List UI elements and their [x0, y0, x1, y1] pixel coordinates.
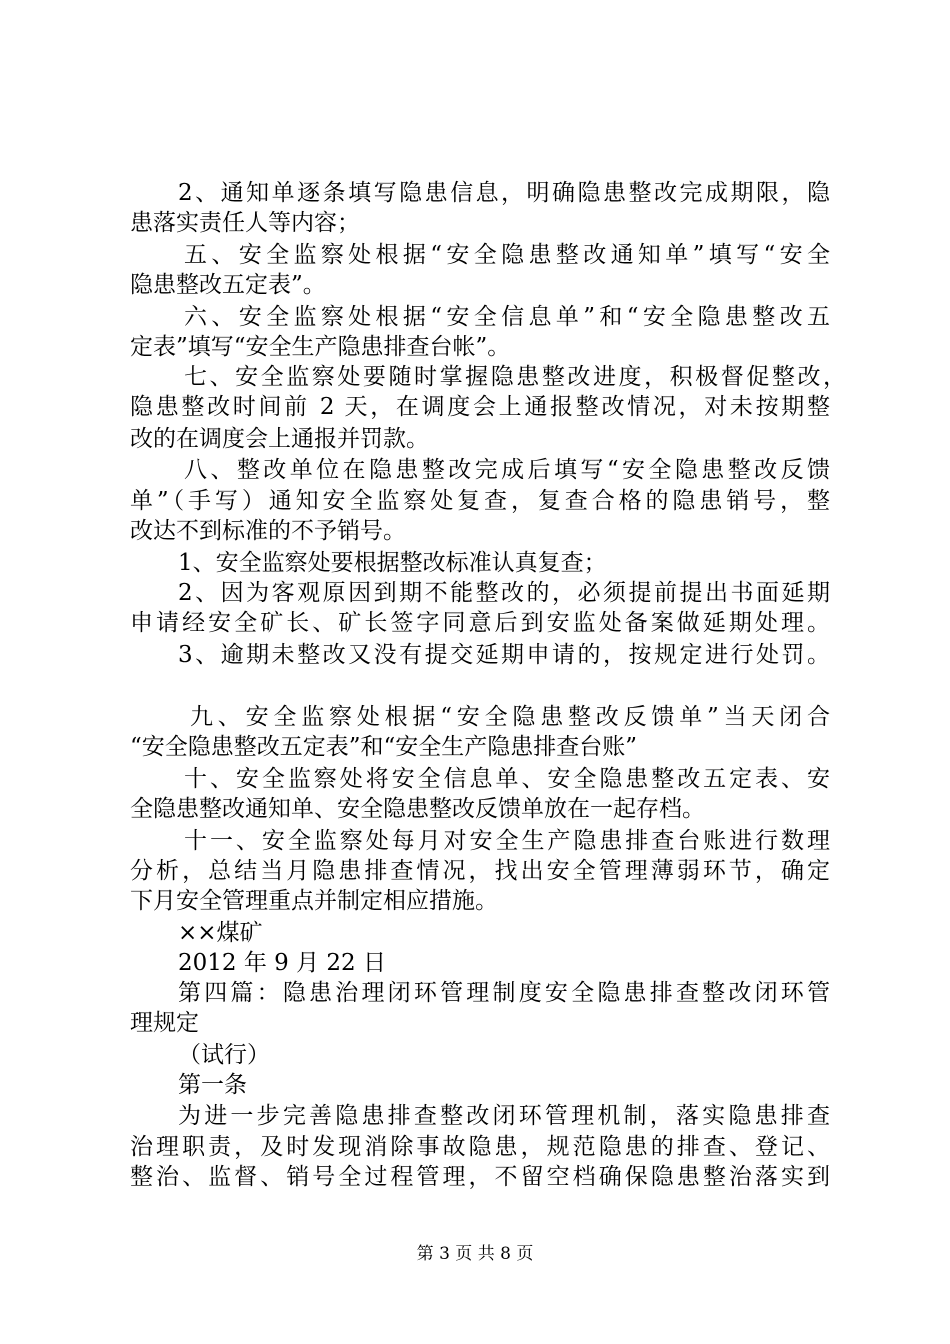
text-line: 2、因为客观原因到期不能整改的，必须提前提出书面延期 — [178, 580, 830, 606]
text-line: 十、安全监察处将安全信息单、安全隐患整改五定表、安 — [184, 766, 830, 792]
text-line: 改达不到标准的不予销号。 — [130, 518, 406, 544]
text-line: 第一条 — [178, 1072, 247, 1098]
text-line: 2012 年 9 月 22 日 — [178, 950, 386, 976]
text-line: 整治、监督、销号全过程管理，不留空档确保隐患整治落实到 — [130, 1164, 830, 1190]
text-line: 治理职责，及时发现消除事故隐患，规范隐患的排查、登记、 — [130, 1134, 830, 1160]
text-line: 单”（手写）通知安全监察处复查，复查合格的隐患销号，整 — [130, 488, 830, 514]
text-line: 1、安全监察处要根据整改标准认真复查； — [178, 550, 607, 576]
text-line: 五、安全监察处根据“安全隐患整改通知单”填写“安全 — [184, 242, 830, 268]
text-line: 隐患整改时间前 2 天，在调度会上通报整改情况，对未按期整 — [130, 394, 830, 420]
text-line: 下月安全管理重点并制定相应措施。 — [130, 888, 498, 914]
page-footer: 第 3 页 共 8 页 — [416, 1244, 534, 1264]
text-line: 隐患整改五定表”。 — [130, 272, 326, 298]
text-line: 九、安全监察处根据“安全隐患整改反馈单”当天闭合 — [190, 704, 830, 730]
text-line: 理规定 — [130, 1010, 199, 1036]
text-line: 七、安全监察处要随时掌握隐患整改进度，积极督促整改， — [184, 364, 846, 390]
text-line: 十一、安全监察处每月对安全生产隐患排查台账进行数理 — [184, 828, 830, 854]
text-line: 患落实责任人等内容； — [130, 210, 360, 236]
text-line: 全隐患整改通知单、安全隐患整改反馈单放在一起存档。 — [130, 796, 705, 822]
text-line: ××煤矿 — [178, 920, 263, 946]
text-line: 六、安全监察处根据“安全信息单”和“安全隐患整改五 — [184, 304, 830, 330]
text-line: 定表”填写“安全生产隐患排查台帐”。 — [130, 334, 511, 360]
text-line: 分析，总结当月隐患排查情况，找出安全管理薄弱环节，确定 — [130, 858, 830, 884]
text-line: 申请经安全矿长、矿长签字同意后到安监处备案做延期处理。 — [130, 610, 830, 636]
text-line: 2、通知单逐条填写隐患信息，明确隐患整改完成期限，隐 — [178, 180, 830, 206]
text-line: 3、逾期未整改又没有提交延期申请的，按规定进行处罚。 — [178, 642, 830, 668]
text-line: 八、整改单位在隐患整改完成后填写“安全隐患整改反馈 — [184, 457, 830, 483]
text-line: 为进一步完善隐患排查整改闭环管理机制，落实隐患排查 — [178, 1103, 830, 1129]
text-line: （试行） — [178, 1042, 270, 1068]
text-line: 第四篇：隐患治理闭环管理制度安全隐患排查整改闭环管 — [178, 980, 830, 1006]
text-line: “安全隐患整改五定表”和“安全生产隐患排查台账” — [130, 734, 638, 760]
text-line: 改的在调度会上通报并罚款。 — [130, 426, 429, 452]
